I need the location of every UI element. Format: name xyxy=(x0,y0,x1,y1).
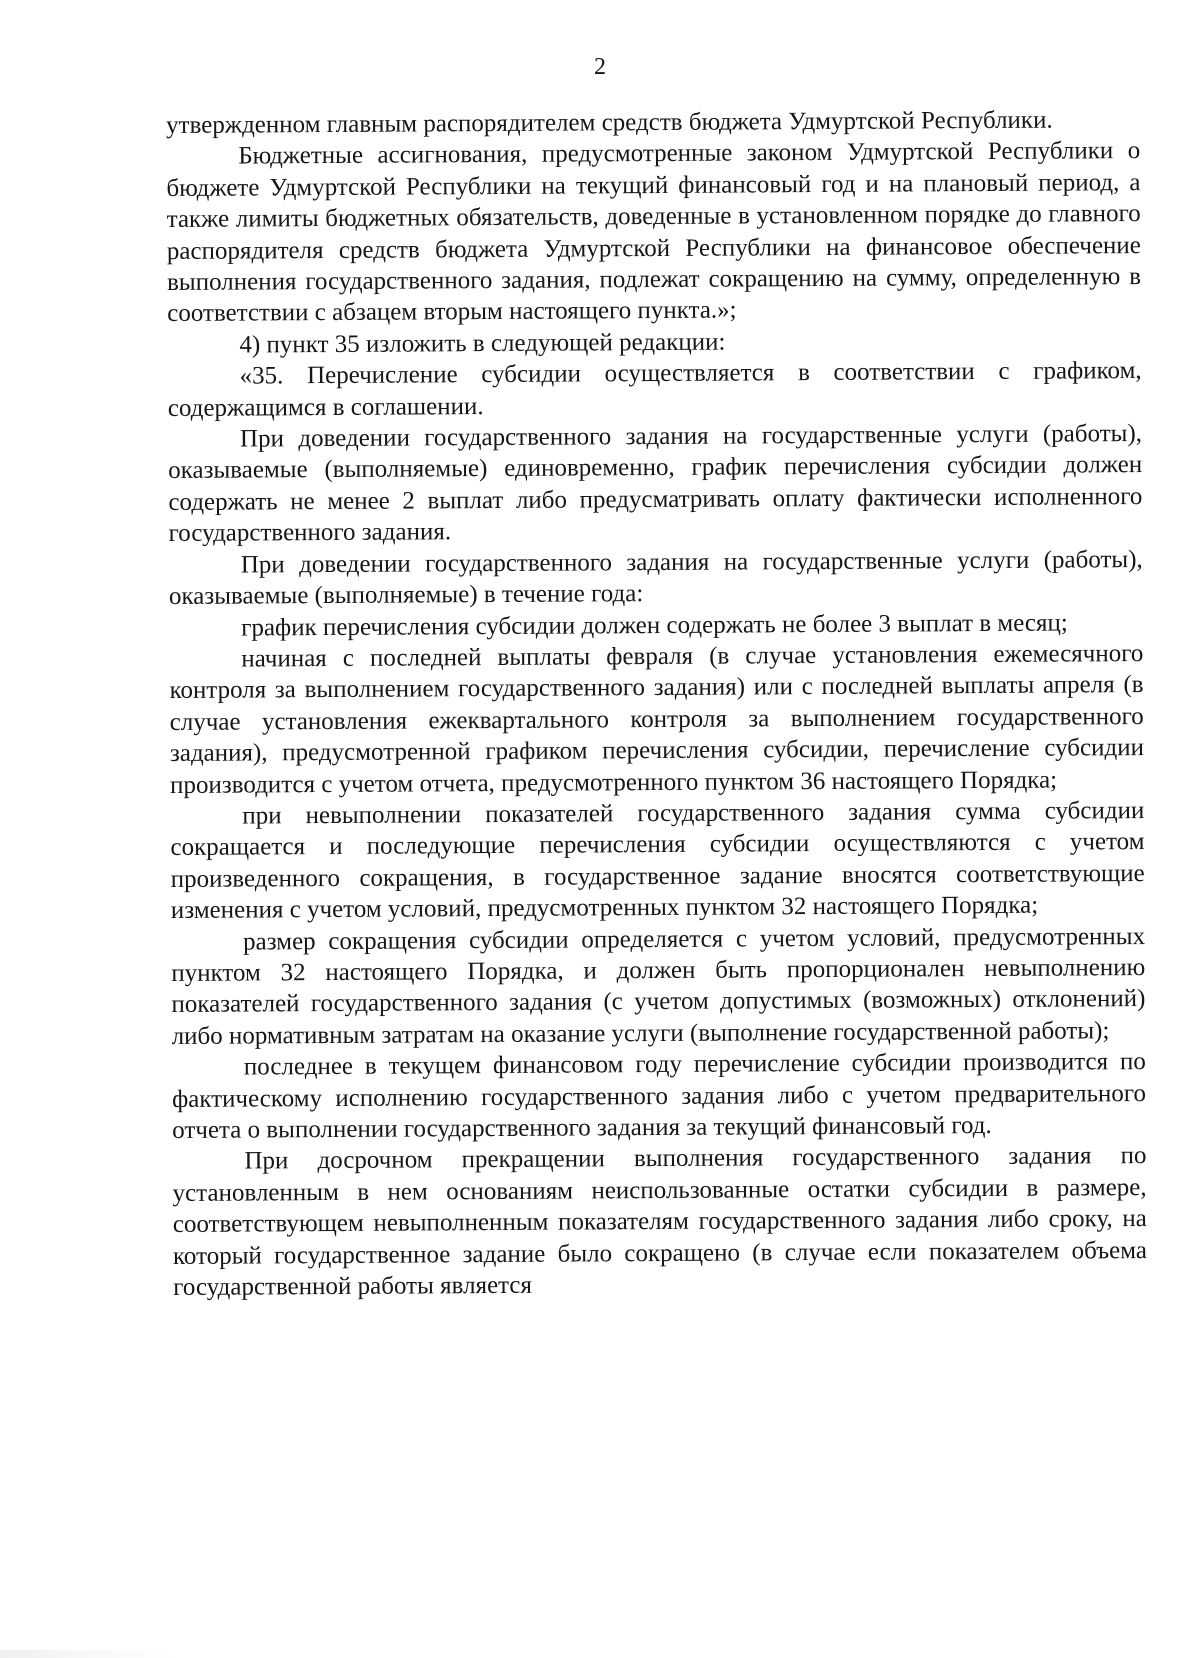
paragraph-continuation: утвержденном главным распорядителем средств бюджета Удмуртской Республики. xyxy=(166,106,1053,139)
paragraph-starting-february: начиная с последней выплаты февраля (в случае установления ежемесячного контроля за выполнением государственного задания) или с последней выплаты апреля (в случае установления ежеквартального контроля за выполнением государственного задания), предусмотренной графиком перечисления субсидии, перечисление субсидии производится с учетом отчета, предусмотренного пунктом 36 настоящего Порядка; xyxy=(169,639,1144,799)
paragraph-one-time-services: При доведении государственного задания на государственные услуги (работы), оказываемые (выполняемые) единовременно, график перечисления субсидии должен содержать не менее 2 выплат либо предусматривать оплату фактически исполненного государственного задания. xyxy=(168,420,1143,548)
paragraph-early-termination: При досрочном прекращении выполнения государственного задания по установленным в нем основаниям неиспользованные остатки субсидии в размере, соответствующем невыполненным показателям государственного задания либо сроку, на который государственное задание было сокращено (в случае если показателем объема государственной работы является xyxy=(172,1142,1148,1302)
paragraph-non-fulfillment: при невыполнении показателей государственного задания сумма субсидии сокращается и последующие перечисления субсидии осуществляются с учетом произведенного сокращения, в государственное задание вносятся соответствующие изменения с учетом условий, предусмотренных пунктом 32 настоящего Порядка; xyxy=(170,796,1145,925)
scan-artifact xyxy=(0,1650,180,1658)
paragraph-payment-schedule: график перечисления субсидии должен содержать не более 3 выплат в месяц; xyxy=(241,609,1068,642)
paragraph-last-transfer: последнее в текущем финансовом году перечисление субсидии производится по фактическому исполнению государственного задания либо с учетом предварительного отчета о выполнении государственного задания за текущий финансовый год. xyxy=(171,1048,1147,1144)
paragraph-clause-35: «35. Перечисление субсидии осуществляется в соответствии с графиком, содержащимся в соглашении. xyxy=(167,357,1142,422)
page-number: 2 xyxy=(594,54,606,80)
paragraph-services-during-year: При доведении государственного задания на государственные услуги (работы), оказываемые (выполняемые) в течение года: xyxy=(168,545,1143,611)
paragraph-reduction-size: размер сокращения субсидии определяется с учетом условий, предусмотренных пунктом 32 настоящего Порядка, и должен быть пропорционален невыполнению показателей государственного задания (с учетом допустимых (возможных) отклонений) либо нормативным затратам на оказание услуги (выполнение государственной работы); xyxy=(171,922,1146,1050)
document-body xyxy=(166,104,1147,1303)
paragraph-budget-allocations: Бюджетные ассигнования, предусмотренные законом Удмуртской Республики о бюджете Удмуртской Республики на текущий финансовый год и на плановый период, а также лимиты бюджетных обязательств, доведенные в установленном порядке до главного распорядителя средств бюджета Удмуртской Республики на финансовое обеспечение выполнения государственного задания, подлежат сокращению на сумму, определенную в соответствии с абзацем вторым настоящего пункта.»; xyxy=(166,137,1142,328)
paragraph-item-4: 4) пункт 35 изложить в следующей редакции: xyxy=(239,328,726,359)
